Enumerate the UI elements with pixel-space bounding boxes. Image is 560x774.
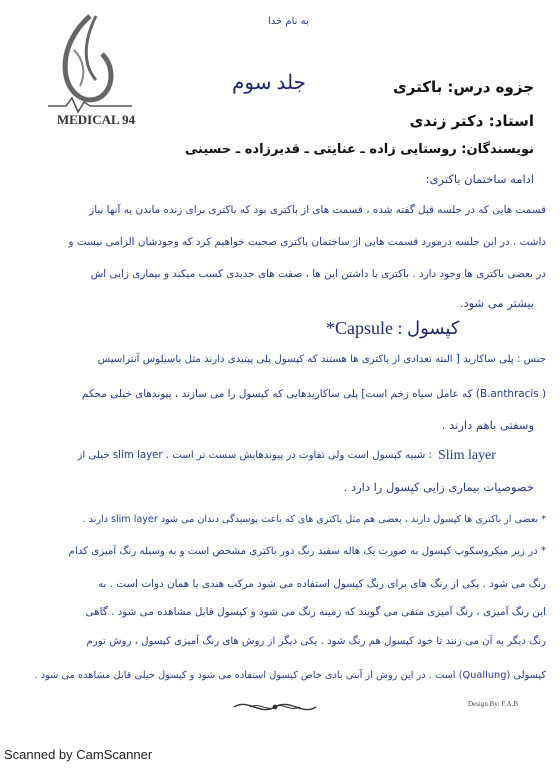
line-8: وسفتی باهم دارند . [441,418,534,432]
medical-94-logo [44,10,136,122]
line-6: جنس : پلی ساکارید [ البته تعدادی از باکتری ها هستند که کپسول پلی پپتیدی دارند مثل باسیلوس آنتراسیس [97,354,546,365]
slim-layer-heading: Slim layer [438,448,496,463]
pamphlet-title: جزوه درس: باکتری [393,78,534,96]
line-15: رنگ دیگر به آن می زنند تا خود کپسول هم رنگ شود . یکی دیگر از روش های رنگ آمیزی کپسول ، روش تورم [86,636,546,647]
line-5: بیشتر می شود. [459,296,534,310]
line-14: این رنگ آمیزی ، رنگ آمیزی منفی می گویند که زمینه رنگ می شود و کپسول قابل مشاهده می شود . گاهی [85,606,546,618]
line-3: داشت . در این جلسه درمورد قسمت هایی از ساختمان باکتری صحبت خواهیم کرد که وجودشان الزامی نیست و [68,236,546,248]
line-13: رنگ می شود . یکی از رنگ های برای رنگ کپسول استفاده می شود مرکب هندی یا همان دوات است . به [97,578,546,590]
capsule-heading: کپسول : Capsule* [326,318,460,338]
line-11: * بعضی از باکتری ها کپسول دارند ، بعضی هم مثل باکتری های که باعث پوسیدگی دندان می شود slim layer دارند . [82,514,546,525]
logo-label: MEDICAL 94 [56,112,136,127]
writers: نویسندگان: روستایی زاده ـ عنایتی ـ قدیرزاده ـ حسینی [184,142,534,157]
teacher-name: استاد: دکتر زندی [409,112,534,130]
camscanner-watermark: Scanned by CamScanner [4,747,153,762]
line-2: قسمت هایی که در جلسه قبل گفته شده ، قسمت های از باکتری بود که باکتری برای زنده ماندن به آنها نیاز [89,204,546,216]
line-4: در بعضی باکتری ها وجود دارد . باکتری با داشتن این ها ، صفت های جدیدی کسب میکند و بیماری زایی اش [90,268,546,280]
line-7: ( B.anthracis) که عامل سیاه زخم است] پلی ساکاریدهایی که کپسول را می سازند ، پیوندهای خیلی محکم [81,388,546,400]
line-1: ادامه ساختمان باکتری: [425,172,534,186]
design-credit: Design By: F.A.B [467,700,518,708]
line-10: خصوصیات بیماری زایی کپسول را دارد . [343,480,534,494]
ornament-divider [230,694,320,720]
volume-title: جلد سوم [232,72,306,94]
line-16: کپسولی (Quallung) است . در این روش از آنتی بادی خاص کپسول استفاده می شود و کپسول خیلی قابل مشاهده می شود . [34,670,546,681]
basmala: به نام خدا [268,16,309,27]
line-9: : شبیه کپسول است ولی تفاوت در پیوندهایش سست تر است . slim layer خیلی از [77,450,432,461]
line-12: * در زیر میکروسکوپ کپسول به صورت یک هاله سفید رنگ دور باکتری مشخص است و به وسیله رنگ آمیزی کدام [68,546,546,557]
